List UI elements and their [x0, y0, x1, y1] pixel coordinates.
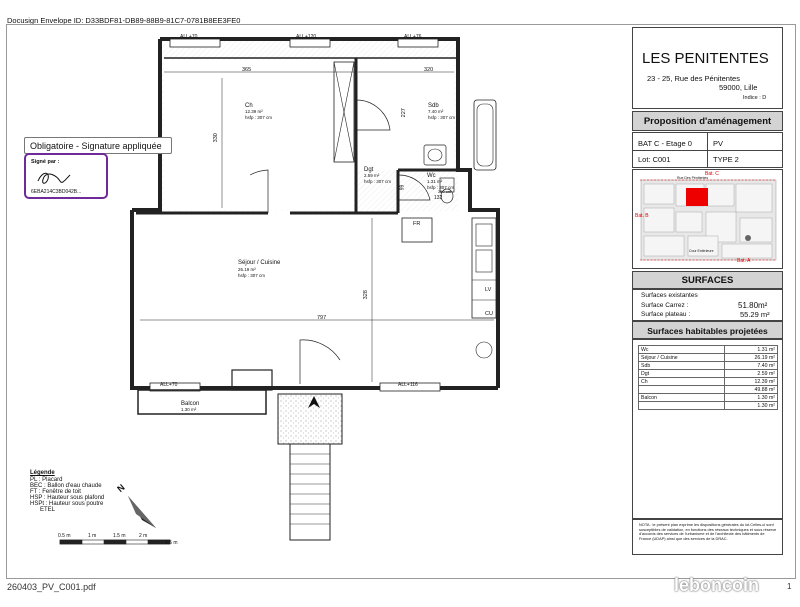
scale-label: 1 m: [88, 533, 97, 539]
signature-code: 6EBA214C3BD042B...: [31, 189, 82, 195]
wc-tag: 250 cm: [438, 189, 452, 194]
scale-label: 2.5 m: [165, 540, 178, 546]
table-row: Séjour / Cuisine 26.19 m²: [639, 354, 778, 362]
nota-box: [632, 519, 783, 555]
dimension: 328: [362, 290, 369, 300]
table-row: Sdb 7.40 m²: [639, 362, 778, 370]
surfaces-table: [638, 345, 778, 410]
table-row: 1.30 m²: [639, 402, 778, 410]
address-line-2: 59000, Lille: [719, 83, 758, 92]
section-header: Proposition d'aménagement: [632, 111, 783, 131]
dimension: 797: [317, 315, 327, 321]
dimension: 132: [434, 195, 443, 201]
room-wc-hsp: hsfp : 307 cm: [427, 185, 455, 190]
room-sejour-hsp: hsfp : 307 cm: [238, 273, 266, 278]
signature-stamp: [24, 153, 108, 199]
dimension: 227: [400, 108, 407, 118]
dimension: 365: [242, 67, 252, 73]
key-bat-a: Bat. A: [737, 258, 751, 264]
legend-item: FT : Fenêtre de toit: [30, 489, 81, 495]
table-row: 49.88 m²: [639, 386, 778, 394]
lot-info: [632, 132, 783, 168]
carrez-value: 51.80m²: [738, 301, 768, 310]
page-suffix: 1: [787, 582, 792, 591]
room-dgt-area: 2.59 m²: [364, 173, 380, 178]
room-balcon-name: Balcon: [181, 401, 200, 407]
key-plan: [632, 169, 783, 269]
key-street-bottom: Cour Extérieure: [689, 249, 714, 253]
surfaces-summary: [632, 289, 783, 321]
signature-notice: Obligatoire - Signature appliquée: [24, 137, 172, 154]
room-wc-name: Wc: [427, 173, 436, 179]
legend-item: ETEL: [40, 507, 56, 513]
pv-label: PV: [713, 139, 724, 148]
plateau-value: 55.29 m²: [740, 310, 770, 319]
scale-label: 2 m: [139, 533, 148, 539]
window-label: ALL+70: [180, 34, 198, 40]
north-arrow-icon: [128, 496, 156, 528]
carrez-label: Surface Carrez :: [641, 302, 689, 309]
fixture-fr: FR: [413, 221, 421, 227]
legend-item: BEC : Ballon d'eau chaude: [30, 483, 102, 489]
docusign-envelope-id: Docusign Envelope ID: D33BDF81-DB89-88B9-81C7-0781B8EE3FE0: [7, 16, 241, 25]
lot-label: Lot: C001: [638, 155, 671, 164]
north-label: N: [115, 482, 127, 495]
table-row: Balcon 1.30 m²: [639, 394, 778, 402]
legend-item: HSPt : Hauteur sous poutre: [30, 501, 104, 507]
dimension: 99: [399, 184, 406, 191]
room-sdb-area: 7.40 m²: [428, 109, 444, 114]
handwritten-signature: [34, 167, 74, 189]
signed-by-label: Signé par :: [31, 159, 60, 165]
project-title: LES PENITENTES: [642, 50, 769, 67]
surfaces-table-box: [632, 339, 783, 519]
key-bat-b: Bat. B: [635, 213, 649, 219]
dimension: 330: [212, 133, 219, 143]
window-label: ALL+120: [296, 34, 317, 40]
room-dgt-name: Dgt: [364, 167, 374, 173]
table-row: Ch 12.39 m²: [639, 378, 778, 386]
habitable-header: Surfaces habitables projetées: [632, 321, 783, 339]
room-ch-name: Ch: [245, 103, 253, 109]
table-row: Wc 1.31 m²: [639, 346, 778, 354]
watermark-leboncoin: leboncoin: [674, 575, 759, 595]
existing-label: Surfaces existantes: [641, 292, 698, 299]
fixture-lv: LV: [485, 287, 492, 293]
table-row: Dgt 2.59 m²: [639, 370, 778, 378]
room-sdb-hsp: hsfp : 307 cm: [428, 115, 456, 120]
room-sdb-name: Sdb: [428, 103, 439, 109]
surfaces-header: SURFACES: [632, 271, 783, 289]
fixture-cu: CU: [485, 311, 493, 317]
plateau-label: Surface plateau :: [641, 311, 691, 318]
room-ch-hsp: hsfp : 307 cm: [245, 115, 273, 120]
legend-item: PL : Placard: [30, 477, 63, 483]
room-wc-area: 1.31 m²: [427, 179, 443, 184]
legend: [30, 470, 104, 513]
indice: Indice : D: [743, 95, 767, 101]
scale-label: 0.5 m: [58, 533, 71, 539]
room-dgt-hsp: hsfp : 307 cm: [364, 179, 392, 184]
key-street-top: Rue Des Pénitentes: [677, 176, 709, 180]
legend-item: HSP : Hauteur sous plafond: [30, 495, 105, 501]
window-label: ALL+70: [160, 382, 178, 388]
legend-title: Légende: [30, 470, 55, 476]
room-sejour-area: 26.19 m²: [238, 267, 256, 272]
room-balcon-area: 1.30 m²: [181, 407, 197, 412]
footer-filename: 260403_PV_C001.pdf: [7, 582, 96, 592]
address-line-1: 23 - 25, Rue des Pénitentes: [647, 74, 740, 83]
window-label: ALL+116: [398, 382, 418, 388]
scale-label: 1.5 m: [113, 533, 126, 539]
room-sejour-name: Séjour / Cuisine: [238, 260, 281, 266]
bat-label: BAT C - Etage 0: [638, 139, 692, 148]
window-label: ALL+76: [404, 34, 422, 40]
nota-text: NOTA : le présent plan exprime les dispositions générales du lot.Celles-ci sont susceptibles de validation, en fonctions des réseaux techniques et sous réserve d'accords des services de l'urbanisme et de l'architecte des bâtiments de France (UDAP) ainsi que des services de la DRAC.: [639, 522, 777, 541]
dimension: 320: [424, 67, 434, 73]
room-ch-area: 12.39 m²: [245, 109, 263, 114]
type-label: TYPE 2: [713, 155, 739, 164]
title-block-header: [632, 27, 783, 109]
key-bat-c: Bat. C: [705, 171, 719, 177]
